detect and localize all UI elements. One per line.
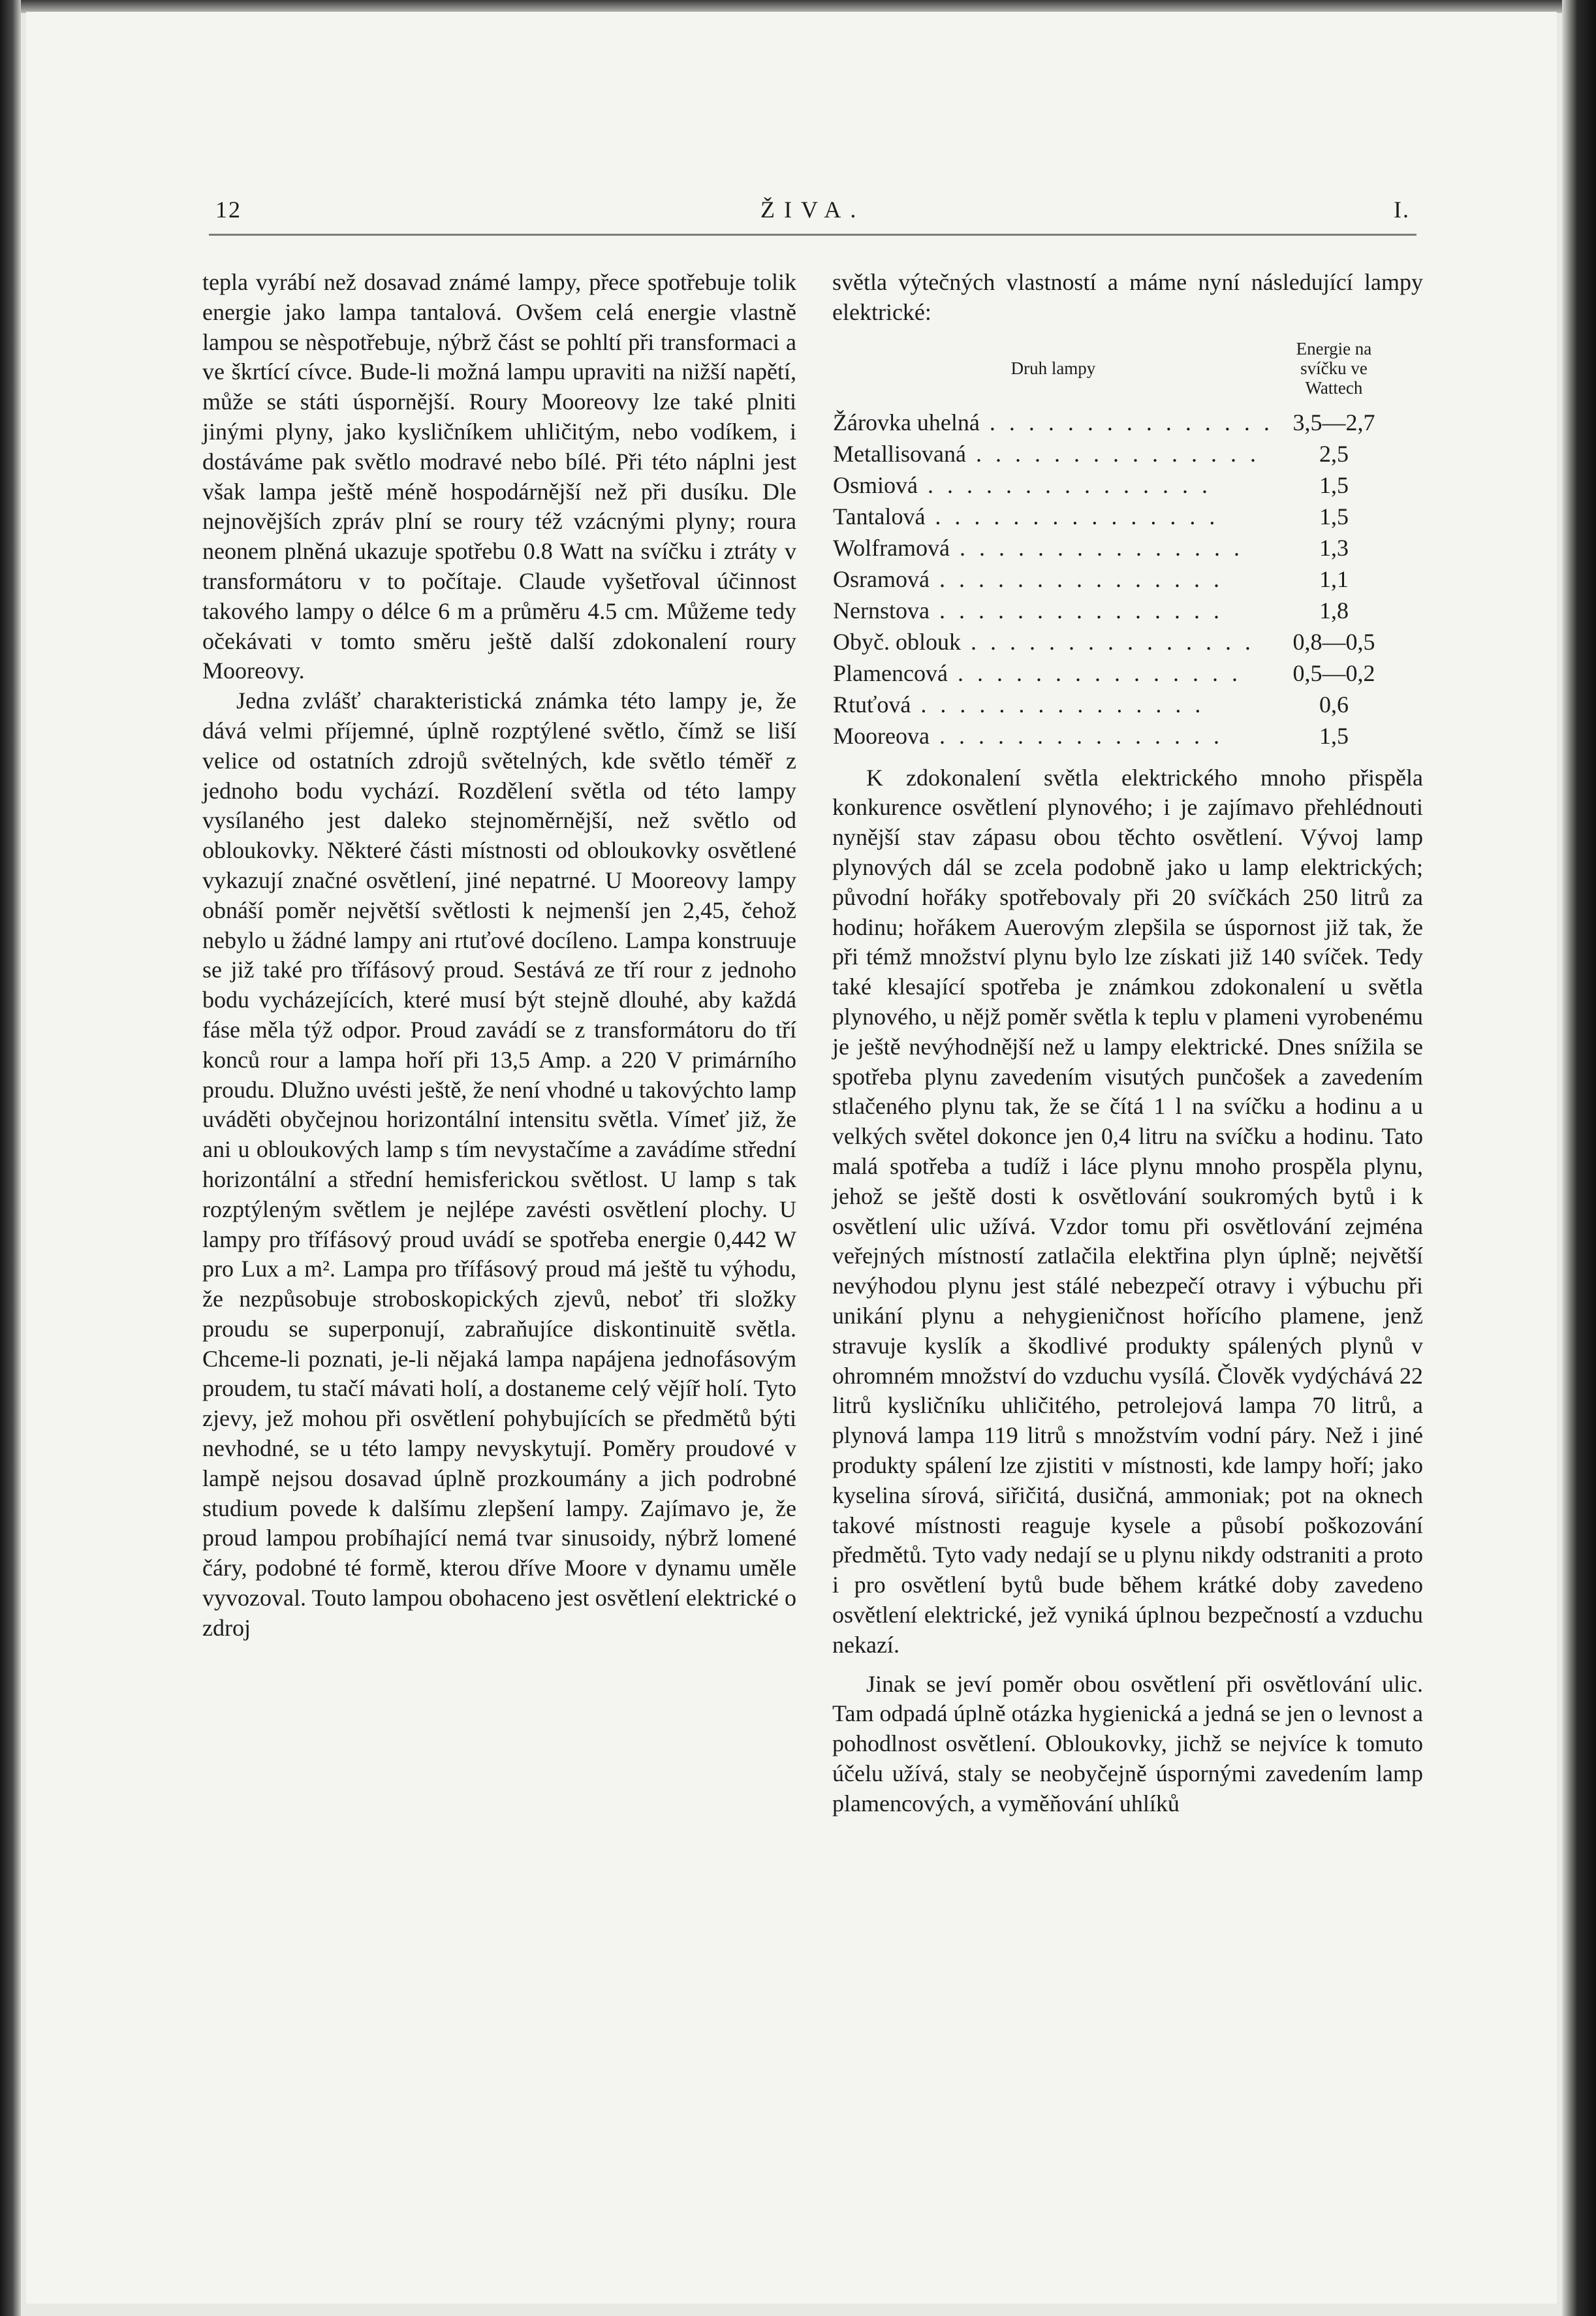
energy-value-cell: 1,3: [1319, 534, 1349, 561]
table-row: [832, 407, 1394, 438]
paragraph: tepla vyrábí než dosavad známé lampy, přece spotřebuje tolik energie jako lampa tantalová. Ovšem celá energie vlastně lampou se nèspotřebuje, nýbrž část se pohltí při transformaci a ve škrtící cívce. Bude-li možná lampu upraviti na nižší napětí, může se státi úspornější. Roury Mooreovy lze také plniti jinými plyny, jako kysličníkem uhličitým, nebo vodíkem, i dostáváme pak světlo modravé nebo bílé. Při této náplni jest však lampa ještě méně hospodárnější než při dusíku. Dle nejnovějších zpráv plní se roury též vzácnými plyny; roura neonem plněná ukazuje spotřebu 0.8 Watt na svíčku i ztráty v transformátoru v to počítaje. Claude vyšetřoval účinnost takového lampy o délce 6 m a průměru 4.5 cm. Můžeme tedy očekávati v tomto směru ještě další zdokonalení roury Mooreovy.: [202, 269, 796, 684]
table-row: [832, 563, 1394, 595]
lamp-type-name: Metallisovaná: [833, 440, 966, 467]
energy-value-cell: 0,5—0,2: [1292, 659, 1375, 686]
leader-dots: . . . . . . . . . . . . . . .: [947, 659, 1242, 686]
lamp-type-name: Mooreova: [833, 722, 930, 749]
table-row: [832, 658, 1394, 689]
table-row: [832, 720, 1394, 752]
lamp-type-name: Wolframová: [833, 534, 950, 561]
lamp-type-name: Nernstova: [833, 597, 930, 624]
column-header-energy: Energie na svíčku ve Wattech: [1296, 338, 1372, 398]
lamp-type-cell: [832, 689, 1274, 720]
energy-value-cell: 3,5—2,7: [1292, 409, 1375, 436]
right-column: [832, 268, 1423, 1818]
table-header-row: [832, 338, 1394, 407]
lamp-type-cell: [832, 626, 1274, 658]
paragraph: K zdokonalení světla elektrického mnoho přispěla konkurence osvětlení plynového; i je zajímavo přehlédnouti nynější stav zápasu obou těchto osvětlení. Vývoj lamp plynových dál se zcela podobně jako u lamp elektrických; původní hořáky spotřebovaly při 20 svíčkách 250 litrů za hodinu; hořákem Auerovým zlepšila se úspornost již tak, že při témž množství plynu bylo lze získati již 140 svíček. Tedy také klesající spotřeba je známkou zdokonalení u světla plynového, u nějž poměr světla k teplu v plameni vyrobenému je ještě nevýhodnější než u lampy elektrické. Dnes snížila se spotřeba plynu zavedením visutých punčošek a zavedením stlačeného plynu tak, že se čítá 1 l na svíčku a hodinu a u velkých světel dokonce jen 0,4 litru na svíčku a hodinu. Tato malá spotřeba a tudíž i láce plynu mnoho prospěla plynu, jehož se ještě dosti k osvětlování soukromých bytů i k osvětlení ulic užívá. Vzdor tomu při osvětlování zejména veřejných místností zatlačila elektřina plyn úplně; největší nevýhodou plynu jest stálé nebezpečí otravy i výbuchu při unikání plynu a nehygieničnost hořícího plamene, jenž stravuje kyslík a škodlivé produkty spálených plynů v ohromném množství do vzduchu vysílá. Člověk vydýchává 22 litrů kysličníku uhličitého, petrolejová lampa 70 litrů, a plynová lampa 119 litrů s množstvím vodní páry. Než i jiné produkty spálení lze zjistiti v místnosti, kde lampy hoří; jako kyselina sírová, siřičitá, dusičná, ammoniak; pot na oknech takové místnosti reaguje kysele a působí poškozování předmětů. Tyto vady nedají se u plynu nikdy odstraniti a proto i pro osvětlení bytů bude během krátké doby zavedeno osvětlení elektrické, jež vyniká úplnou bezpečností a vzduchu nekazí.: [832, 764, 1423, 1658]
lamp-type-name: Osmiová: [833, 471, 918, 498]
leader-dots: . . . . . . . . . . . . . . .: [979, 409, 1274, 436]
journal-title: ŽIVA.: [760, 197, 866, 223]
leader-dots: . . . . . . . . . . . . . . .: [918, 471, 1212, 498]
scan-edge-left: [0, 0, 21, 2316]
left-column: [202, 268, 796, 1643]
energy-value-cell: 1,5: [1319, 471, 1349, 498]
table-row: [832, 595, 1394, 626]
lamp-type-cell: [832, 595, 1274, 626]
lamp-type-name: Rtuťová: [833, 691, 911, 718]
table-row: [832, 501, 1394, 532]
leader-dots: . . . . . . . . . . . . . . .: [960, 628, 1255, 655]
leader-dots: . . . . . . . . . . . . . . .: [925, 503, 1219, 530]
table-row: [832, 469, 1394, 501]
lamp-type-cell: [832, 658, 1274, 689]
table-row: [832, 689, 1394, 720]
lamp-type-name: Tantalová: [833, 503, 926, 530]
paragraph: Jinak se jeví poměr obou osvětlení při osvětlování ulic. Tam odpadá úplně otázka hygienická a jedná se jen o levnost a pohodlnost osvětlení. Obloukovky, jichž se nejvíce k tomuto účelu užívá, staly se neobyčejně úspornými zavedením lamp plamencových, a vyměňování uhlíků: [832, 1670, 1423, 1816]
lamp-type-cell: [832, 501, 1274, 532]
energy-value-cell: 2,5: [1319, 440, 1349, 467]
leader-dots: . . . . . . . . . . . . . . .: [929, 565, 1223, 592]
paragraph: Jedna zvlášť charakteristická známka této lampy je, že dává velmi příjemné, úplně rozptýlené světlo, čímž se liší velice od ostatních zdrojů světelných, kde světlo téměř z jednoho bodu vychází. Rozdělení světla od této lampy vysílaného jest daleko stejnoměrnější, než světlo od obloukovky. Některé části místnosti od obloukovky osvětlené vykazují značné osvětlení, jiné nepatrné. U Mooreovy lampy obnáší poměr největší světlosti k nejmenší jen 2,45, čehož nebylo u žádné lampy ani rtuťové docíleno. Lampa konstruuje se již také pro třífásový proud. Sestává ze tří rour z jednoho bodu vycházejících, které musí být stejně dlouhé, aby každá fáse měla týž odpor. Proud zavádí se z transformátoru do tří konců rour a lampa hoří při 13,5 Amp. a 220 V primárního proudu. Dlužno uvésti ještě, že není vhodné u takovýchto lamp uváděti obyčejnou horizontální intensitu světla. Vímeť již, že ani u obloukových lamp s tím nevystačíme a zavádíme střední horizontální a střední hemisferickou světlost. U lamp s tak rozptýleným světlem je nejlépe zavésti osvětlení plochy. U lampy pro třífásový proud uvádí se spotřeba energie 0,442 W pro Lux a m². Lampa pro třífásový proud má ještě tu výhodu, že nezpůsobuje stroboskopických zjevů, neboť tři složky proudu se superponují, zabraňujíce diskontinuitě světla. Chceme-li poznati, je-li nějaká lampa napájena jednofásovým proudem, tu stačí mávati holí, a dostaneme celý vějíř holí. Tyto zjevy, jež mohou při osvětlení pohybujících se předmětů býti nevhodné, se u této lampy nevyskytují. Poměry proudové v lampě nejsou dosavad úplně prozkoumány a jich podrobné studium povede k dalšímu zlepšení lampy. Zajímavo je, že proud lampou probíhající nemá tvar sinusoidy, nýbrž lomené čáry, podobné té formě, kterou dříve Moore v dynamu uměle vyvozoval. Touto lampou obohaceno jest osvětlení elektrické o zdroj: [202, 688, 796, 1641]
lamp-type-name: Plamencová: [833, 659, 948, 686]
column-header-lamp-type: Druh lampy: [1010, 358, 1096, 378]
lamp-type-name: Žárovka uhelná: [833, 409, 980, 436]
leader-dots: . . . . . . . . . . . . . . .: [929, 722, 1223, 749]
scan-edge-right: [1562, 0, 1596, 2316]
lamp-type-cell: [832, 407, 1274, 438]
table-row: [832, 532, 1394, 563]
energy-value-cell: 1,8: [1319, 597, 1349, 624]
lamp-type-cell: [832, 469, 1274, 501]
lamp-type-cell: [832, 532, 1274, 563]
table-row: [832, 438, 1394, 469]
scan-edge-top: [0, 0, 1596, 13]
energy-value-cell: 0,8—0,5: [1292, 628, 1375, 655]
volume-number: I.: [1394, 197, 1410, 223]
paragraph: světla výtečných vlastností a máme nyní následující lampy elektrické:: [832, 269, 1423, 325]
energy-value-cell: 1,5: [1319, 503, 1349, 530]
leader-dots: . . . . . . . . . . . . . . .: [965, 440, 1260, 467]
leader-dots: . . . . . . . . . . . . . . .: [911, 691, 1205, 718]
header-rule: [209, 234, 1416, 236]
leader-dots: . . . . . . . . . . . . . . .: [929, 597, 1223, 624]
energy-value-cell: 1,5: [1319, 722, 1349, 749]
energy-value-cell: 0,6: [1319, 691, 1349, 718]
lamp-type-name: Obyč. oblouk: [833, 628, 961, 655]
energy-value-cell: 1,1: [1319, 565, 1349, 592]
leader-dots: . . . . . . . . . . . . . . .: [950, 534, 1244, 561]
table-row: [832, 626, 1394, 658]
lamp-type-cell: [832, 720, 1274, 752]
lamp-type-name: Osramová: [833, 565, 930, 592]
running-header: [215, 196, 1410, 229]
lamp-energy-table: [832, 338, 1394, 752]
page-number: 12: [215, 197, 242, 223]
lamp-type-cell: [832, 438, 1274, 469]
lamp-type-cell: [832, 563, 1274, 595]
